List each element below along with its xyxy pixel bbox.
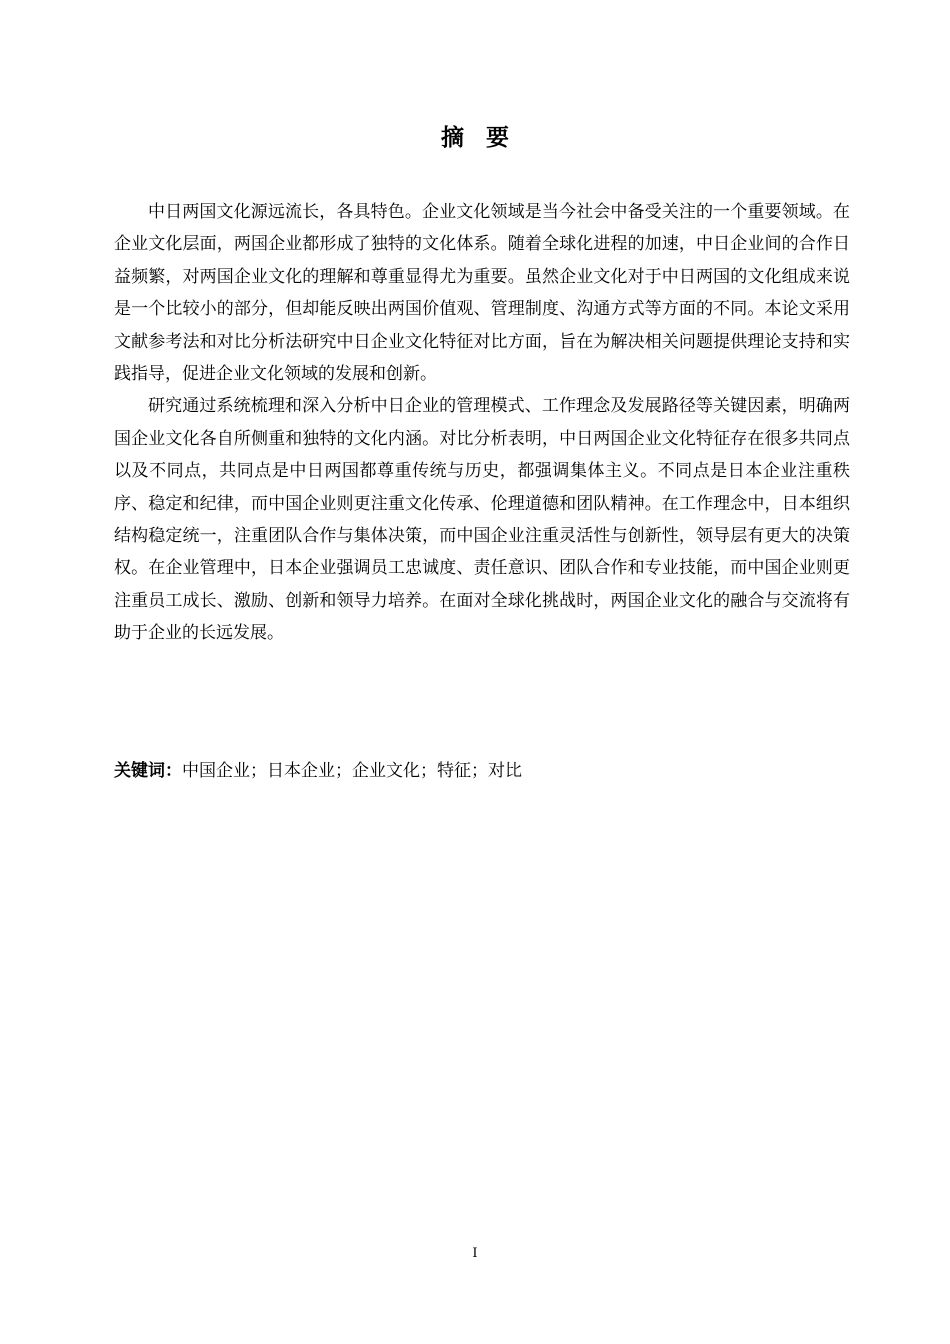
abstract-title: 摘要 (441, 125, 531, 151)
keywords-line (114, 755, 850, 787)
keywords-label: 关键词： (114, 761, 182, 781)
keywords-text: 中国企业；日本企业；企业文化；特征；对比 (182, 761, 522, 781)
abstract-body (114, 196, 850, 650)
abstract-paragraph-2: 研究通过系统梳理和深入分析中日企业的管理模式、工作理念及发展路径等关键因素，明确两国企业文化各自所侧重和独特的文化内涵。对比分析表明，中日两国企业文化特征存在很多共同点以及不同点，共同点是中日两国都尊重传统与历史，都强调集体主义。不同点是日本企业注重秩序、稳定和纪律，而中国企业则更注重文化传承、伦理道德和团队精神。在工作理念中，日本组织结构稳定统一，注重团队合作与集体决策，而中国企业注重灵活性与创新性，领导层有更大的决策权。在企业管理中，日本企业强调员工忠诚度、责任意识、团队合作和专业技能，而中国企业则更注重员工成长、激励、创新和领导力培养。在面对全球化挑战时，两国企业文化的融合与交流将有助于企业的长远发展。 (114, 396, 850, 644)
abstract-paragraph-1: 中日两国文化源远流长，各具特色。企业文化领域是当今社会中备受关注的一个重要领域。在企业文化层面，两国企业都形成了独特的文化体系。随着全球化进程的加速，中日企业间的合作日益频繁，对两国企业文化的理解和尊重显得尤为重要。虽然企业文化对于中日两国的文化组成来说是一个比较小的部分，但却能反映出两国价值观、管理制度、沟通方式等方面的不同。本论文采用文献参考法和对比分析法研究中日企业文化特征对比方面，旨在为解决相关问题提供理论支持和实践指导，促进企业文化领域的发展和创新。 (114, 202, 850, 385)
page-number: I (472, 1246, 478, 1261)
